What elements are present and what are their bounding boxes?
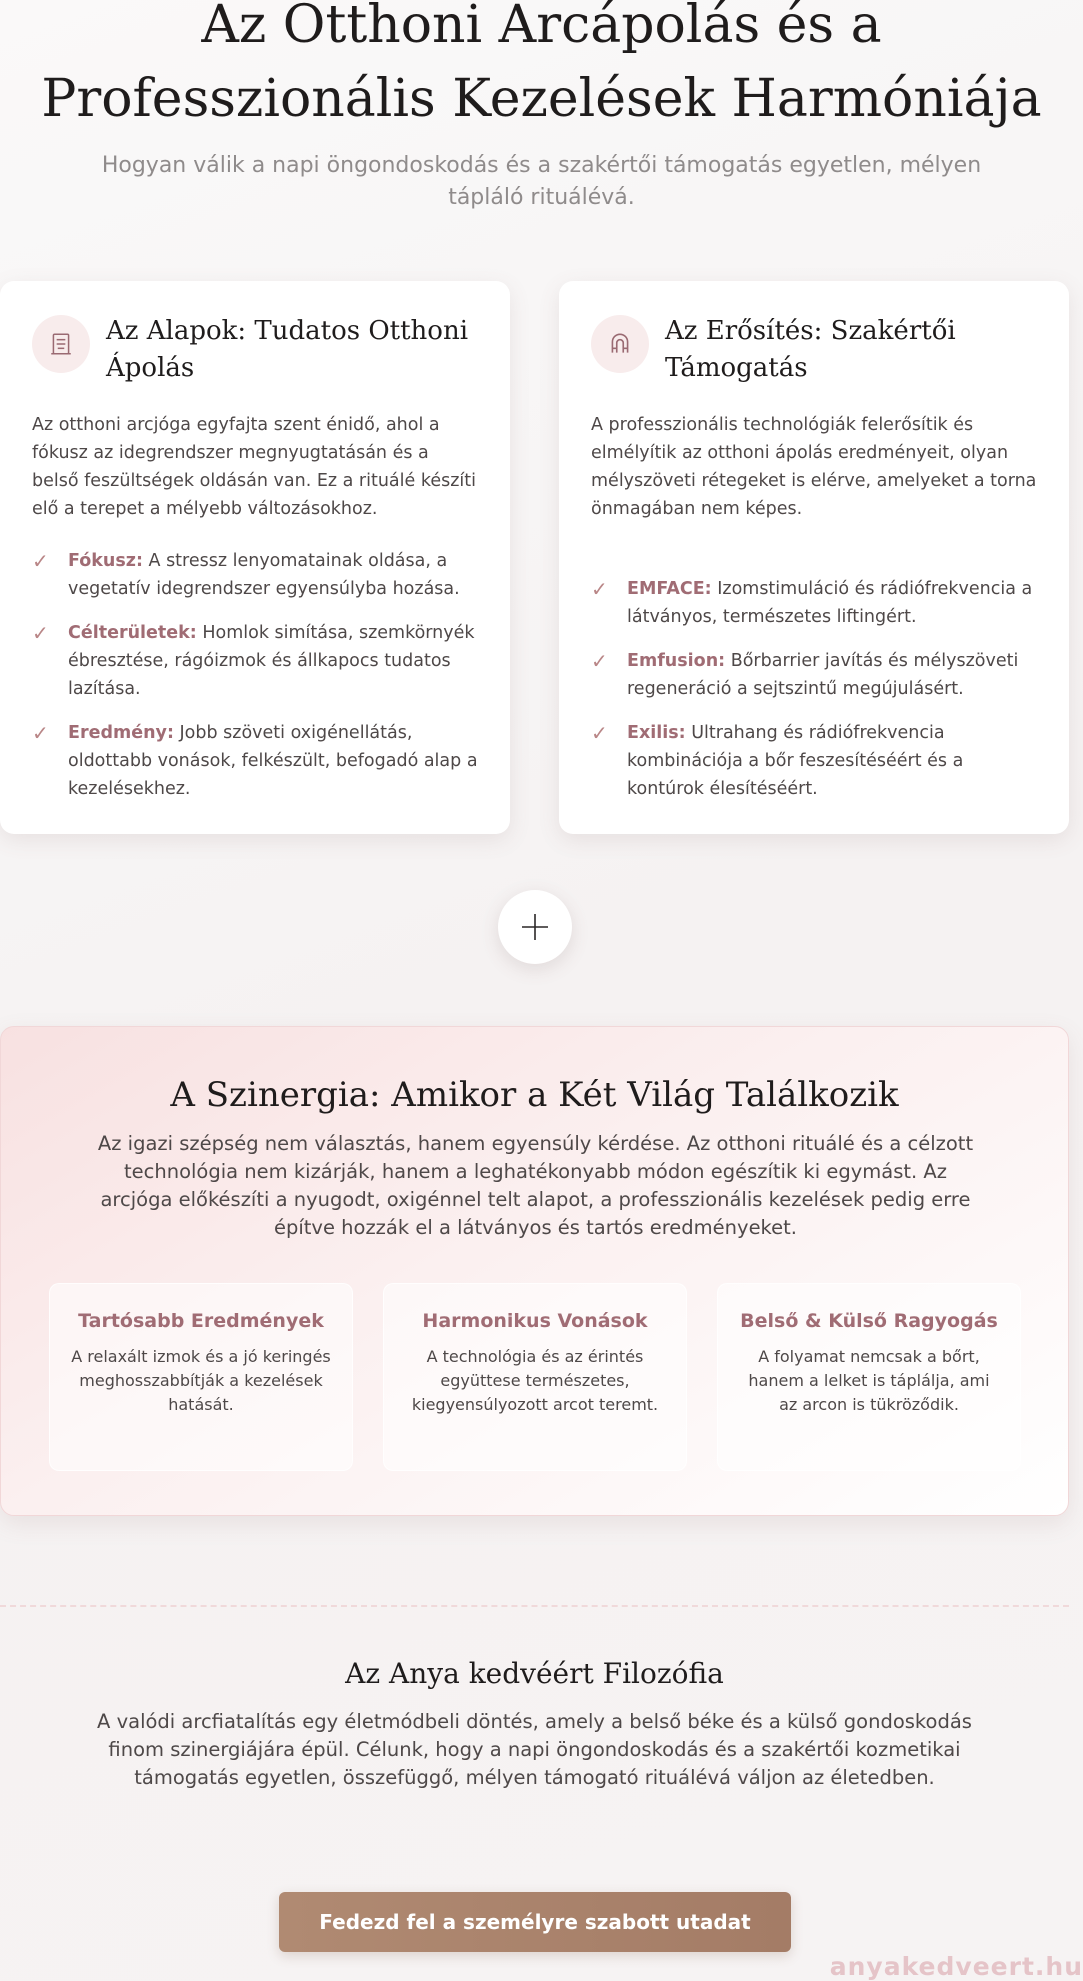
- watermark: anyakedveert.hu: [829, 1952, 1083, 1981]
- benefit-text: A folyamat nemcsak a bőrt, hanem a lelket is táplálja, ami az arcon is tükröződik.: [748, 1347, 990, 1414]
- benefit-text: A relaxált izmok és a jó keringés meghosszabbítják a kezelések hatását.: [71, 1347, 331, 1414]
- card-title: Az Alapok: Tudatos Otthoni Ápolás: [106, 316, 469, 383]
- check-icon: ✓: [32, 549, 49, 573]
- page-subtitle: Hogyan válik a napi öngondoskodás és a szakértői támogatás egyetlen, mélyen tápláló rituálévá.: [101, 153, 982, 210]
- feature-text: Ultrahang és rádiófrekvencia kombinációja a bőr feszesítéséért és a kontúrok élesítéséért.: [627, 723, 964, 799]
- card-professional-support: [559, 281, 1069, 834]
- feature-item: [32, 547, 478, 603]
- benefit-title: Belső & Külső Ragyogás: [740, 1310, 998, 1332]
- book-icon: [32, 315, 90, 373]
- synergy-text: Az igazi szépség nem választás, hanem egyensúly kérdése. Az otthoni rituálé és a célzott technológia nem kizárják, hanem a leghatékonyabb módon egészítik ki egymást. Az arcjóga előkészíti a nyugodt, oxigénnel telt alapot, a professzionális kezelések pedig erre építve hozzák el a látványos és tartós eredményeket.: [97, 1132, 974, 1239]
- check-icon: ✓: [591, 649, 608, 673]
- feature-item: [591, 719, 1037, 803]
- check-icon: ✓: [591, 577, 608, 601]
- feature-item: [591, 647, 1037, 703]
- feature-key: Fókusz:: [68, 551, 143, 571]
- feature-text: Homlok simítása, szemkörnyék ébresztése, rágóizmok és állkapocs tudatos lazítása.: [68, 623, 475, 699]
- feature-list: [32, 547, 478, 803]
- feature-item: [32, 719, 478, 803]
- magnet-icon: [591, 315, 649, 373]
- page-title: Az Otthoni Arcápolás és a Professzionális Kezelések Harmóniája: [41, 0, 1042, 129]
- feature-item: [32, 619, 478, 703]
- philosophy-title: Az Anya kedvéért Filozófia: [345, 1657, 724, 1690]
- benefit-box: [49, 1283, 353, 1471]
- cta-button[interactable]: Fedezd fel a személyre szabott utadat: [279, 1892, 791, 1952]
- philosophy-text: A valódi arcfiatalítás egy életmódbeli döntés, amely a belső béke és a külső gondoskodás finom szinergiájára épül. Célunk, hogy a napi öngondoskodás és a szakértői kozmetikai támogatás egyetlen, összefüggő, mélyen támogató rituálévá váljon az életedben.: [97, 1710, 972, 1789]
- feature-text: Jobb szöveti oxigénellátás, oldottabb vonások, felkészült, befogadó alap a kezelésekhez.: [68, 723, 478, 799]
- plus-icon: [498, 890, 572, 964]
- card-home-care: [0, 281, 510, 834]
- feature-key: Exilis:: [627, 723, 686, 743]
- synergy-title: A Szinergia: Amikor a Két Világ Találkozik: [170, 1075, 899, 1115]
- benefit-box: [383, 1283, 687, 1471]
- benefit-box: [717, 1283, 1021, 1471]
- feature-text: A stressz lenyomatainak oldása, a vegetatív idegrendszer egyensúlyba hozása.: [68, 551, 460, 599]
- section-divider: [0, 1605, 1069, 1607]
- card-description: A professzionális technológiák felerősítik és elmélyítik az otthoni ápolás eredményeit, olyan mélyszöveti rétegeket is elérve, amelyeket a torna önmagában nem képes.: [591, 415, 1037, 519]
- check-icon: ✓: [32, 621, 49, 645]
- feature-list: [591, 575, 1037, 803]
- synergy-section: [0, 1026, 1069, 1516]
- feature-key: EMFACE:: [627, 579, 712, 599]
- check-icon: ✓: [32, 721, 49, 745]
- feature-key: Eredmény:: [68, 723, 174, 743]
- feature-text: Izomstimuláció és rádiófrekvencia a látványos, természetes liftingért.: [627, 579, 1033, 627]
- benefit-text: A technológia és az érintés együttese természetes, kiegyensúlyozott arcot teremt.: [411, 1347, 659, 1414]
- card-description: Az otthoni arcjóga egyfajta szent énidő, ahol a fókusz az idegrendszer megnyugtatásán és a belső feszültségek oldásán van. Ez a rituálé készíti elő a terepet a mélyebb változásokhoz.: [32, 415, 477, 519]
- benefit-title: Tartósabb Eredmények: [78, 1310, 324, 1332]
- feature-text: Bőrbarrier javítás és mélyszöveti regeneráció a sejtszintű megújulásért.: [627, 651, 1019, 699]
- feature-item: [591, 575, 1037, 631]
- check-icon: ✓: [591, 721, 608, 745]
- feature-key: Célterületek:: [68, 623, 197, 643]
- benefit-title: Harmonikus Vonások: [422, 1310, 648, 1332]
- feature-key: Emfusion:: [627, 651, 726, 671]
- card-title: Az Erősítés: Szakértői Támogatás: [665, 316, 956, 383]
